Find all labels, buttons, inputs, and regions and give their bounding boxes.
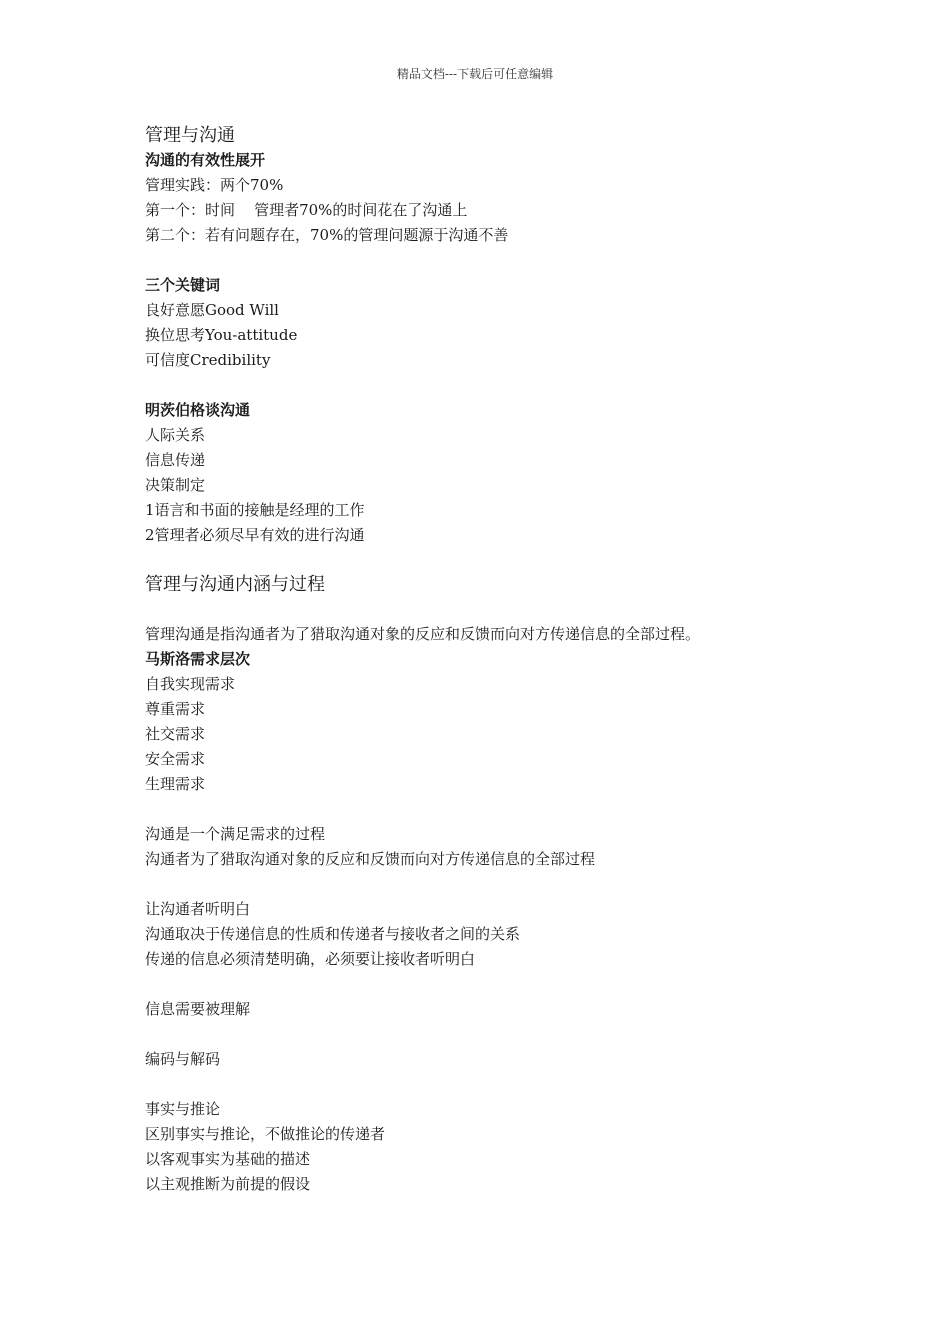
text-line: 管理沟通是指沟通者为了猎取沟通对象的反应和反馈而向对方传递信息的全部过程。	[145, 625, 701, 643]
subsection-heading: 三个关键词	[145, 276, 221, 294]
text-line: 事实与推论	[145, 1100, 221, 1118]
subsection-heading: 明茨伯格谈沟通	[145, 401, 251, 419]
blank-line	[145, 797, 845, 822]
blank-line	[145, 872, 845, 897]
text-line: 以客观事实为基础的描述	[145, 1150, 311, 1168]
text-line: 沟通是一个满足需求的过程	[145, 825, 326, 843]
blank-line	[145, 373, 845, 398]
text-line: 信息传递	[145, 451, 206, 469]
blank-line	[145, 597, 845, 622]
blank-line	[145, 548, 845, 572]
text-line: 人际关系	[145, 426, 206, 444]
blank-line	[145, 1072, 845, 1097]
text-line: 传递的信息必须清楚明确，必须要让接收者听明白	[145, 950, 476, 968]
text-line: 换位思考You-attitude	[145, 326, 298, 344]
text-line: 社交需求	[145, 725, 206, 743]
text-line: 沟通取决于传递信息的性质和传递者与接收者之间的关系	[145, 925, 521, 943]
text-line: 第一个：时间 管理者70%的时间花在了沟通上	[145, 201, 468, 219]
subsection-heading: 沟通的有效性展开	[145, 151, 266, 169]
text-line: 管理实践：两个70%	[145, 176, 284, 194]
text-line: 生理需求	[145, 775, 206, 793]
blank-line	[145, 248, 845, 273]
text-line: 2管理者必须尽早有效的进行沟通	[145, 526, 365, 544]
text-line: 让沟通者听明白	[145, 900, 251, 918]
text-line: 安全需求	[145, 750, 206, 768]
subsection-heading: 马斯洛需求层次	[145, 650, 251, 668]
section-title: 管理与沟通	[145, 125, 235, 146]
text-line: 以主观推断为前提的假设	[145, 1175, 311, 1193]
text-line: 沟通者为了猎取沟通对象的反应和反馈而向对方传递信息的全部过程	[145, 850, 596, 868]
document-body	[145, 123, 845, 1197]
section-title: 管理与沟通内涵与过程	[145, 574, 325, 595]
text-line: 1语言和书面的接触是经理的工作	[145, 501, 365, 519]
blank-line	[145, 1022, 845, 1047]
text-line: 尊重需求	[145, 700, 206, 718]
text-line: 编码与解码	[145, 1050, 221, 1068]
text-line: 区别事实与推论，不做推论的传递者	[145, 1125, 386, 1143]
text-line: 决策制定	[145, 476, 206, 494]
text-line: 自我实现需求	[145, 675, 236, 693]
page-header: 精品文档---下载后可任意编辑	[396, 67, 554, 81]
blank-line	[145, 972, 845, 997]
text-line: 信息需要被理解	[145, 1000, 251, 1018]
text-line: 可信度Credibility	[145, 351, 271, 369]
text-line: 第二个：若有问题存在，70%的管理问题源于沟通不善	[145, 226, 509, 244]
text-line: 良好意愿Good Will	[145, 301, 279, 319]
